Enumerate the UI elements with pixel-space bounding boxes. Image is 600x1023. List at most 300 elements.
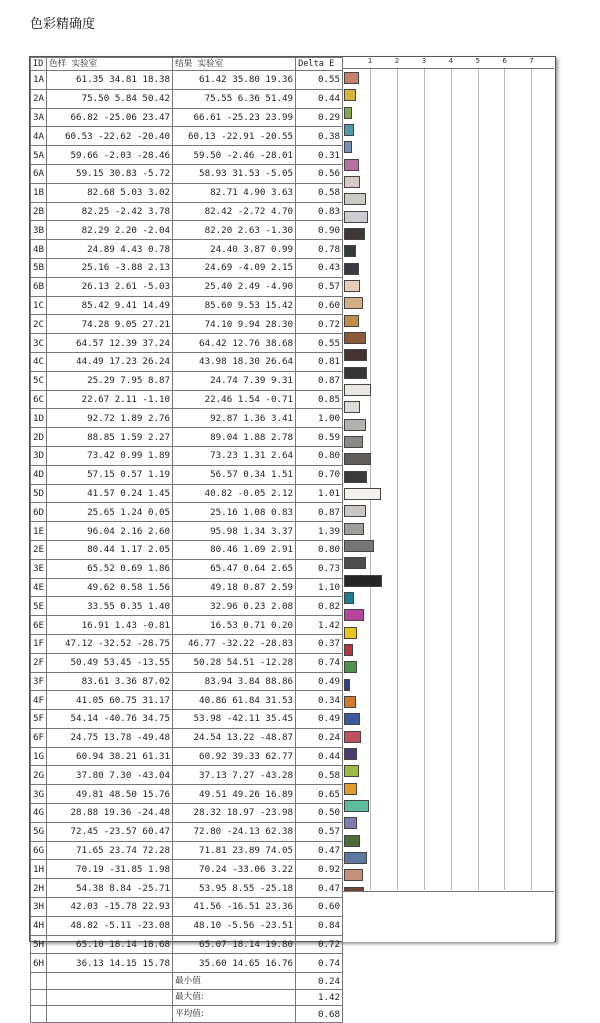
row-id: 6D bbox=[31, 503, 47, 522]
result-lab: 46.77 -32.22 -28.83 bbox=[173, 634, 296, 653]
row-id: 6H bbox=[31, 954, 47, 973]
delta-e-value: 0.59 bbox=[296, 428, 343, 447]
sample-lab: 83.61 3.36 87.02 bbox=[47, 672, 173, 691]
table-row bbox=[31, 89, 343, 108]
sample-lab: 25.65 1.24 0.05 bbox=[47, 503, 173, 522]
row-id: 1C bbox=[31, 296, 47, 315]
summary-blank-cell bbox=[47, 989, 173, 1006]
result-lab: 82.42 -2.72 4.70 bbox=[173, 202, 296, 221]
scale-tick-label: 7 bbox=[529, 57, 534, 65]
scale-ruler bbox=[343, 57, 554, 69]
sample-lab: 60.94 38.21 61.31 bbox=[47, 747, 173, 766]
row-id: 4C bbox=[31, 352, 47, 371]
row-id: 1A bbox=[31, 71, 47, 90]
summary-label: 最小值 bbox=[173, 973, 296, 990]
delta-e-value: 0.44 bbox=[296, 747, 343, 766]
delta-e-value: 0.31 bbox=[296, 146, 343, 165]
result-lab: 24.74 7.39 9.31 bbox=[173, 371, 296, 390]
scale-tick-label: 1 bbox=[367, 57, 373, 65]
delta-e-bar bbox=[344, 107, 352, 119]
table-row bbox=[31, 747, 343, 766]
row-id: 2E bbox=[31, 540, 47, 559]
delta-e-bar bbox=[344, 696, 356, 708]
table-row bbox=[31, 522, 343, 541]
delta-e-bar-chart bbox=[343, 57, 554, 890]
color-accuracy-report bbox=[29, 56, 556, 1020]
sample-lab: 82.29 2.20 -2.04 bbox=[47, 221, 173, 240]
delta-e-value: 0.81 bbox=[296, 352, 343, 371]
result-lab: 75.55 6.36 51.49 bbox=[173, 89, 296, 108]
delta-e-bar bbox=[344, 557, 366, 569]
result-lab: 73.23 1.31 2.64 bbox=[173, 446, 296, 465]
result-lab: 32.96 0.23 2.08 bbox=[173, 597, 296, 616]
delta-e-value: 0.72 bbox=[296, 315, 343, 334]
result-lab: 49.51 49.26 16.89 bbox=[173, 785, 296, 804]
delta-e-value: 0.57 bbox=[296, 277, 343, 296]
delta-e-bar bbox=[344, 765, 359, 777]
table-row bbox=[31, 258, 343, 277]
sample-lab: 49.81 48.50 15.76 bbox=[47, 785, 173, 804]
delta-e-bar bbox=[344, 661, 357, 673]
table-row bbox=[31, 879, 343, 898]
sample-lab: 71.65 23.74 72.28 bbox=[47, 841, 173, 860]
result-lab: 82.20 2.63 -1.30 bbox=[173, 221, 296, 240]
result-lab: 71.81 23.89 74.05 bbox=[173, 841, 296, 860]
sample-lab: 59.66 -2.03 -28.46 bbox=[47, 146, 173, 165]
delta-e-bar bbox=[344, 89, 356, 101]
table-row bbox=[31, 183, 343, 202]
row-id: 2F bbox=[31, 653, 47, 672]
delta-e-value: 0.47 bbox=[296, 879, 343, 898]
delta-e-bar bbox=[344, 679, 350, 691]
table-row bbox=[31, 898, 343, 917]
scale-gridline bbox=[424, 69, 425, 890]
row-id: 6F bbox=[31, 728, 47, 747]
table-row bbox=[31, 860, 343, 879]
result-lab: 66.61 -25.23 23.99 bbox=[173, 108, 296, 127]
delta-e-value: 0.92 bbox=[296, 860, 343, 879]
header-sample-lab: 色样 实验室 bbox=[47, 58, 173, 71]
delta-e-bar bbox=[344, 540, 374, 552]
result-lab: 50.28 54.51 -12.28 bbox=[173, 653, 296, 672]
row-id: 4A bbox=[31, 127, 47, 146]
delta-e-value: 0.37 bbox=[296, 634, 343, 653]
delta-e-bar bbox=[344, 193, 366, 205]
delta-e-bar bbox=[344, 627, 357, 639]
table-row bbox=[31, 71, 343, 90]
table-row bbox=[31, 446, 343, 465]
row-id: 4E bbox=[31, 578, 47, 597]
sample-lab: 88.85 1.59 2.27 bbox=[47, 428, 173, 447]
result-lab: 85.60 9.53 15.42 bbox=[173, 296, 296, 315]
table-row bbox=[31, 540, 343, 559]
scale-tick-label: 5 bbox=[475, 57, 480, 65]
row-id: 6B bbox=[31, 277, 47, 296]
row-id: 3F bbox=[31, 672, 47, 691]
delta-e-value: 0.84 bbox=[296, 916, 343, 935]
delta-e-value: 1.42 bbox=[296, 616, 343, 635]
sample-lab: 96.04 2.16 2.60 bbox=[47, 522, 173, 541]
delta-e-value: 0.70 bbox=[296, 465, 343, 484]
sample-lab: 50.49 53.45 -13.55 bbox=[47, 653, 173, 672]
table-row bbox=[31, 240, 343, 259]
delta-e-bar bbox=[344, 575, 382, 587]
row-id: 1G bbox=[31, 747, 47, 766]
result-lab: 65.47 0.64 2.65 bbox=[173, 559, 296, 578]
delta-e-value: 0.83 bbox=[296, 202, 343, 221]
sample-lab: 41.57 0.24 1.45 bbox=[47, 484, 173, 503]
result-lab: 22.46 1.54 -0.71 bbox=[173, 390, 296, 409]
sample-lab: 41.05 60.75 31.17 bbox=[47, 691, 173, 710]
delta-e-value: 1.39 bbox=[296, 522, 343, 541]
row-id: 5F bbox=[31, 710, 47, 729]
scale-gridline bbox=[478, 69, 479, 890]
delta-e-bar bbox=[344, 297, 363, 309]
summary-value: 1.42 bbox=[296, 989, 343, 1006]
delta-e-value: 0.65 bbox=[296, 785, 343, 804]
result-lab: 56.57 0.34 1.51 bbox=[173, 465, 296, 484]
sample-lab: 26.13 2.61 -5.03 bbox=[47, 277, 173, 296]
summary-row bbox=[31, 1006, 343, 1023]
delta-e-bar bbox=[344, 349, 367, 361]
result-lab: 59.50 -2.46 -28.01 bbox=[173, 146, 296, 165]
table-row bbox=[31, 164, 343, 183]
delta-e-bar bbox=[344, 401, 360, 413]
row-id: 6G bbox=[31, 841, 47, 860]
delta-e-value: 0.90 bbox=[296, 221, 343, 240]
row-id: 1D bbox=[31, 409, 47, 428]
delta-e-bar bbox=[344, 436, 363, 448]
delta-e-bar bbox=[344, 748, 357, 760]
row-id: 6E bbox=[31, 616, 47, 635]
table-row bbox=[31, 710, 343, 729]
delta-e-value: 0.50 bbox=[296, 804, 343, 823]
scale-tick-label: 4 bbox=[448, 57, 454, 65]
summary-blank-cell bbox=[47, 1006, 173, 1023]
row-id: 2B bbox=[31, 202, 47, 221]
delta-e-value: 0.74 bbox=[296, 954, 343, 973]
table-row bbox=[31, 653, 343, 672]
table-row bbox=[31, 277, 343, 296]
sample-lab: 28.88 19.36 -24.48 bbox=[47, 804, 173, 823]
result-lab: 70.24 -33.06 3.22 bbox=[173, 860, 296, 879]
sample-lab: 82.68 5.03 3.02 bbox=[47, 183, 173, 202]
delta-e-value: 0.82 bbox=[296, 597, 343, 616]
result-lab: 40.86 61.84 31.53 bbox=[173, 691, 296, 710]
page-title: 色彩精确度 bbox=[30, 17, 96, 32]
row-id: 1E bbox=[31, 522, 47, 541]
delta-e-bar bbox=[344, 835, 360, 847]
row-id: 5D bbox=[31, 484, 47, 503]
delta-e-bar bbox=[344, 592, 354, 604]
delta-e-value: 0.55 bbox=[296, 71, 343, 90]
delta-e-bar bbox=[344, 453, 371, 465]
delta-e-value: 0.57 bbox=[296, 822, 343, 841]
delta-e-value: 0.85 bbox=[296, 390, 343, 409]
delta-e-bar bbox=[344, 124, 354, 136]
result-lab: 40.82 -0.05 2.12 bbox=[173, 484, 296, 503]
result-lab: 37.13 7.27 -43.28 bbox=[173, 766, 296, 785]
delta-e-value: 0.47 bbox=[296, 841, 343, 860]
row-id: 3H bbox=[31, 898, 47, 917]
table-row bbox=[31, 352, 343, 371]
scale-gridline bbox=[451, 69, 452, 890]
scale-gridline bbox=[504, 69, 505, 890]
table-row bbox=[31, 503, 343, 522]
summary-row bbox=[31, 973, 343, 990]
delta-e-bar bbox=[344, 332, 366, 344]
delta-e-value: 0.38 bbox=[296, 127, 343, 146]
sample-lab: 65.10 18.14 18.68 bbox=[47, 935, 173, 954]
delta-e-value: 0.49 bbox=[296, 710, 343, 729]
table-row bbox=[31, 315, 343, 334]
row-id: 6C bbox=[31, 390, 47, 409]
delta-e-bar bbox=[344, 245, 356, 257]
table-header-row bbox=[31, 58, 343, 71]
row-id: 2C bbox=[31, 315, 47, 334]
delta-e-bar bbox=[344, 72, 359, 84]
result-lab: 74.10 9.94 28.30 bbox=[173, 315, 296, 334]
summary-label: 最大值: bbox=[173, 989, 296, 1006]
result-lab: 64.42 12.76 38.68 bbox=[173, 334, 296, 353]
delta-e-value: 0.60 bbox=[296, 898, 343, 917]
result-lab: 48.10 -5.56 -23.51 bbox=[173, 916, 296, 935]
table-row bbox=[31, 728, 343, 747]
sample-lab: 70.19 -31.85 1.98 bbox=[47, 860, 173, 879]
table-row bbox=[31, 334, 343, 353]
sample-lab: 42.03 -15.78 22.93 bbox=[47, 898, 173, 917]
result-lab: 28.32 18.97 -23.98 bbox=[173, 804, 296, 823]
result-lab: 49.18 0.87 2.59 bbox=[173, 578, 296, 597]
summary-blank-cell bbox=[47, 973, 173, 990]
delta-e-value: 0.58 bbox=[296, 766, 343, 785]
result-lab: 35.60 14.65 16.76 bbox=[173, 954, 296, 973]
sample-lab: 54.14 -40.76 34.75 bbox=[47, 710, 173, 729]
delta-e-value: 0.58 bbox=[296, 183, 343, 202]
result-lab: 24.40 3.87 0.99 bbox=[173, 240, 296, 259]
summary-label: 平均值: bbox=[173, 1006, 296, 1023]
result-lab: 60.13 -22.91 -20.55 bbox=[173, 127, 296, 146]
sample-lab: 37.80 7.30 -43.04 bbox=[47, 766, 173, 785]
sample-lab: 75.50 5.84 50.42 bbox=[47, 89, 173, 108]
sample-lab: 25.16 -3.88 2.13 bbox=[47, 258, 173, 277]
row-id: 5G bbox=[31, 822, 47, 841]
table-row bbox=[31, 127, 343, 146]
result-lab: 43.98 18.30 26.64 bbox=[173, 352, 296, 371]
sample-lab: 33.55 0.35 1.40 bbox=[47, 597, 173, 616]
delta-e-bar bbox=[344, 211, 368, 223]
scale-tick-label: 3 bbox=[421, 57, 427, 65]
sample-lab: 36.13 14.15 15.78 bbox=[47, 954, 173, 973]
table-row bbox=[31, 766, 343, 785]
sample-lab: 16.91 1.43 -0.81 bbox=[47, 616, 173, 635]
delta-e-bar bbox=[344, 419, 366, 431]
table-row bbox=[31, 822, 343, 841]
delta-e-bar bbox=[344, 141, 352, 153]
result-lab: 60.92 39.33 62.77 bbox=[173, 747, 296, 766]
delta-e-value: 0.49 bbox=[296, 672, 343, 691]
table-row bbox=[31, 108, 343, 127]
delta-e-bar bbox=[344, 384, 371, 396]
sample-lab: 66.82 -25.06 23.47 bbox=[47, 108, 173, 127]
delta-e-bar bbox=[344, 488, 381, 500]
summary-value: 0.24 bbox=[296, 973, 343, 990]
row-id: 2A bbox=[31, 89, 47, 108]
delta-e-bar bbox=[344, 228, 365, 240]
row-id: 5E bbox=[31, 597, 47, 616]
delta-e-bar bbox=[344, 367, 367, 379]
delta-e-bar bbox=[344, 644, 353, 656]
table-row bbox=[31, 616, 343, 635]
delta-e-value: 0.60 bbox=[296, 296, 343, 315]
scale-gridline bbox=[397, 69, 398, 890]
table-row bbox=[31, 916, 343, 935]
delta-e-bar bbox=[344, 869, 363, 881]
delta-e-value: 0.87 bbox=[296, 503, 343, 522]
scale-gridline bbox=[531, 69, 532, 890]
table-row bbox=[31, 597, 343, 616]
header-id: ID bbox=[31, 58, 47, 71]
row-id: 5A bbox=[31, 146, 47, 165]
table-row bbox=[31, 672, 343, 691]
result-lab: 82.71 4.90 3.63 bbox=[173, 183, 296, 202]
delta-e-bar bbox=[344, 505, 366, 517]
delta-e-bar bbox=[344, 263, 359, 275]
sample-lab: 25.29 7.95 8.87 bbox=[47, 371, 173, 390]
row-id: 5H bbox=[31, 935, 47, 954]
delta-e-bar bbox=[344, 176, 360, 188]
header-result-lab: 结果 实验室 bbox=[173, 58, 296, 71]
sample-lab: 72.45 -23.57 60.47 bbox=[47, 822, 173, 841]
result-lab: 16.53 0.71 0.20 bbox=[173, 616, 296, 635]
row-id: 2G bbox=[31, 766, 47, 785]
table-row bbox=[31, 559, 343, 578]
result-lab: 25.16 1.08 0.83 bbox=[173, 503, 296, 522]
scale-gridline bbox=[370, 69, 371, 890]
table-row bbox=[31, 935, 343, 954]
delta-e-bar bbox=[344, 817, 357, 829]
sample-lab: 22.67 2.11 -1.10 bbox=[47, 390, 173, 409]
result-lab: 53.95 8.55 -25.18 bbox=[173, 879, 296, 898]
table-row bbox=[31, 465, 343, 484]
sample-lab: 54.38 8.84 -25.71 bbox=[47, 879, 173, 898]
row-id: 3G bbox=[31, 785, 47, 804]
sample-lab: 48.82 -5.11 -23.08 bbox=[47, 916, 173, 935]
result-lab: 80.46 1.09 2.91 bbox=[173, 540, 296, 559]
delta-e-value: 0.56 bbox=[296, 164, 343, 183]
summary-blank-area bbox=[343, 891, 554, 942]
row-id: 3A bbox=[31, 108, 47, 127]
delta-e-bar bbox=[344, 852, 367, 864]
result-lab: 65.07 18.14 19.80 bbox=[173, 935, 296, 954]
delta-e-bar bbox=[344, 471, 367, 483]
sample-lab: 24.89 4.43 0.78 bbox=[47, 240, 173, 259]
scale-tick-label: 2 bbox=[394, 57, 400, 65]
row-id: 1H bbox=[31, 860, 47, 879]
result-lab: 61.42 35.80 19.36 bbox=[173, 71, 296, 90]
delta-e-value: 1.01 bbox=[296, 484, 343, 503]
delta-e-bar bbox=[344, 800, 369, 812]
delta-e-bar bbox=[344, 159, 359, 171]
sample-lab: 61.35 34.81 18.38 bbox=[47, 71, 173, 90]
table-row bbox=[31, 409, 343, 428]
delta-e-value: 0.80 bbox=[296, 540, 343, 559]
delta-e-bar bbox=[344, 783, 357, 795]
sample-lab: 60.53 -22.62 -20.40 bbox=[47, 127, 173, 146]
sample-lab: 80.44 1.17 2.05 bbox=[47, 540, 173, 559]
row-id: 2D bbox=[31, 428, 47, 447]
header-delta-e: Delta E bbox=[296, 58, 343, 71]
sample-lab: 74.28 9.05 27.21 bbox=[47, 315, 173, 334]
row-id: 4B bbox=[31, 240, 47, 259]
row-id: 3B bbox=[31, 221, 47, 240]
table-row bbox=[31, 202, 343, 221]
table-row bbox=[31, 691, 343, 710]
sample-lab: 49.62 0.58 1.56 bbox=[47, 578, 173, 597]
delta-e-table bbox=[30, 57, 343, 1023]
delta-e-value: 0.87 bbox=[296, 371, 343, 390]
sample-lab: 85.42 9.41 14.49 bbox=[47, 296, 173, 315]
delta-e-bar bbox=[344, 713, 360, 725]
summary-blank-cell bbox=[31, 1006, 47, 1023]
table-row bbox=[31, 804, 343, 823]
sample-lab: 47.12 -32.52 -28.75 bbox=[47, 634, 173, 653]
row-id: 3D bbox=[31, 446, 47, 465]
summary-blank-cell bbox=[31, 989, 47, 1006]
table-row bbox=[31, 371, 343, 390]
delta-e-bar bbox=[344, 523, 364, 535]
delta-e-value: 0.78 bbox=[296, 240, 343, 259]
sample-lab: 57.15 0.57 1.19 bbox=[47, 465, 173, 484]
delta-e-value: 1.00 bbox=[296, 409, 343, 428]
result-lab: 25.40 2.49 -4.90 bbox=[173, 277, 296, 296]
table-row bbox=[31, 578, 343, 597]
row-id: 5B bbox=[31, 258, 47, 277]
delta-e-value: 0.74 bbox=[296, 653, 343, 672]
sample-lab: 44.49 17.23 26.24 bbox=[47, 352, 173, 371]
summary-blank-cell bbox=[31, 973, 47, 990]
table-row bbox=[31, 841, 343, 860]
result-lab: 24.69 -4.09 2.15 bbox=[173, 258, 296, 277]
result-lab: 92.87 1.36 3.41 bbox=[173, 409, 296, 428]
row-id: 2H bbox=[31, 879, 47, 898]
table-row bbox=[31, 390, 343, 409]
delta-e-bar bbox=[344, 731, 361, 743]
delta-e-value: 0.29 bbox=[296, 108, 343, 127]
row-id: 6A bbox=[31, 164, 47, 183]
result-lab: 95.98 1.34 3.37 bbox=[173, 522, 296, 541]
row-id: 4F bbox=[31, 691, 47, 710]
row-id: 5C bbox=[31, 371, 47, 390]
delta-e-value: 0.34 bbox=[296, 691, 343, 710]
delta-e-bar bbox=[344, 609, 364, 621]
table-row bbox=[31, 785, 343, 804]
sample-lab: 24.75 13.78 -49.48 bbox=[47, 728, 173, 747]
delta-e-value: 0.43 bbox=[296, 258, 343, 277]
delta-e-value: 0.80 bbox=[296, 446, 343, 465]
row-id: 4H bbox=[31, 916, 47, 935]
row-id: 1F bbox=[31, 634, 47, 653]
result-lab: 83.94 3.84 88.86 bbox=[173, 672, 296, 691]
result-lab: 41.56 -16.51 23.36 bbox=[173, 898, 296, 917]
scale-tick-label: 6 bbox=[502, 57, 507, 65]
table-row bbox=[31, 954, 343, 973]
row-id: 3C bbox=[31, 334, 47, 353]
row-id: 4D bbox=[31, 465, 47, 484]
sample-lab: 65.52 0.69 1.86 bbox=[47, 559, 173, 578]
table-row bbox=[31, 221, 343, 240]
delta-e-value: 0.73 bbox=[296, 559, 343, 578]
